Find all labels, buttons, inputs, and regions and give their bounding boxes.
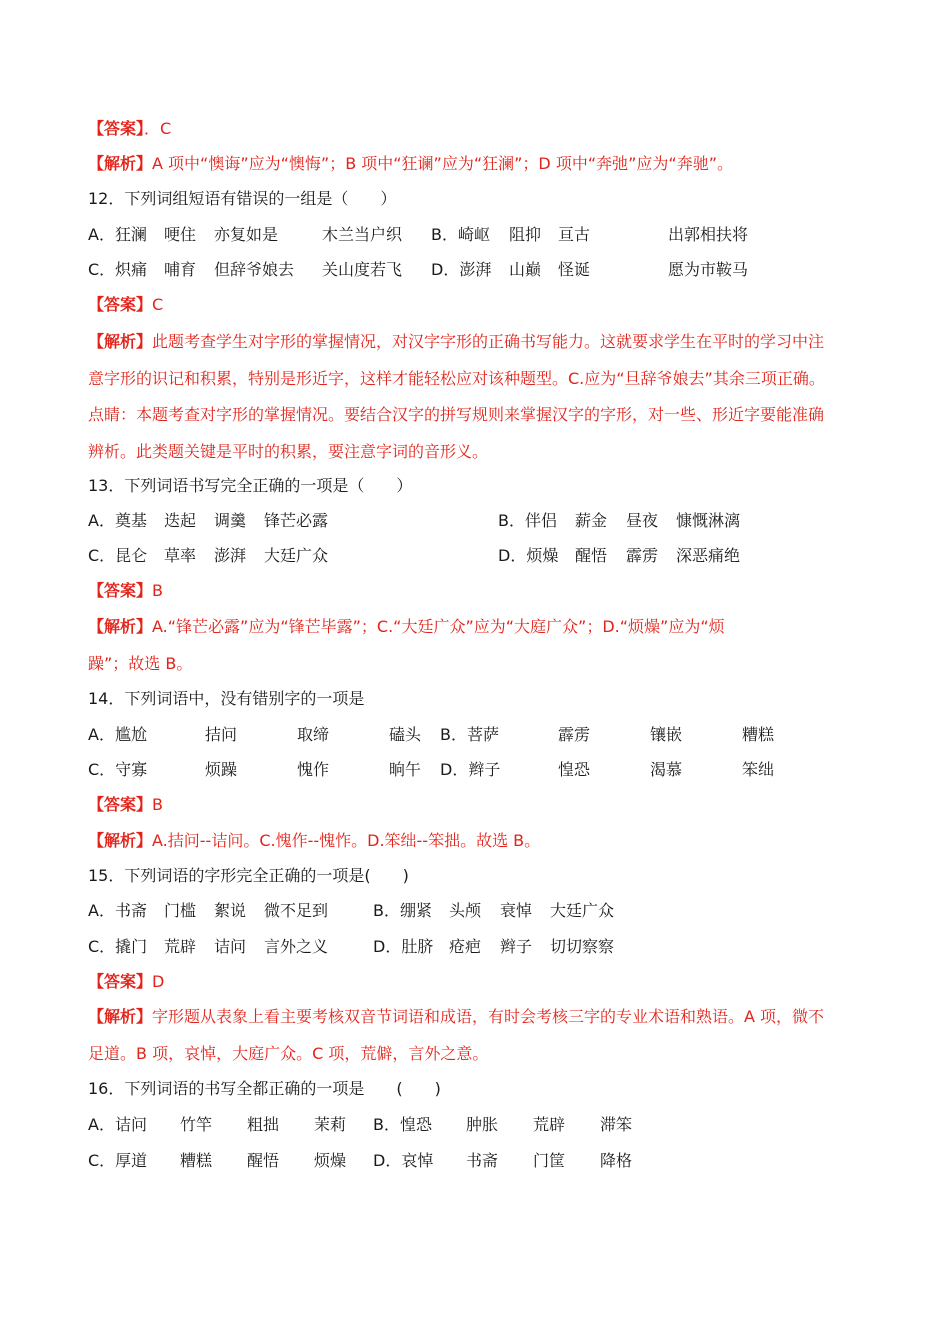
- option-cell: 烦躁: [205, 760, 238, 779]
- option-cell: B．菩萨: [440, 725, 499, 744]
- question-13-stem: 13．下列词语书写完全正确的一项是（ ）: [88, 476, 413, 495]
- option-cell: B．崎岖: [431, 225, 490, 244]
- answer-text: C: [152, 295, 164, 314]
- option-cell: 降格: [600, 1151, 633, 1170]
- option-cell: 醒悟: [575, 546, 608, 565]
- answer-line-15: [88, 971, 164, 993]
- option-cell: 木兰当户织: [322, 225, 403, 244]
- option-cell: 晌午: [389, 760, 422, 779]
- option-cell: 糟糕: [180, 1151, 213, 1170]
- answer-line-14: [88, 794, 163, 816]
- answer-line-13: [88, 580, 163, 602]
- option-cell: A．书斋: [88, 901, 147, 920]
- analysis-text: 辨析。此类题关键是平时的积累，要注意字词的音形义。: [88, 442, 489, 461]
- option-cell: 烦燥: [314, 1151, 347, 1170]
- option-cell: C．撬门: [88, 937, 148, 956]
- option-cell: 头颅: [449, 901, 482, 920]
- option-cell: 醒悟: [247, 1151, 280, 1170]
- option-cell: B．绷紧: [373, 901, 432, 920]
- option-cell: A．狂澜: [88, 225, 147, 244]
- analysis-line-14: [88, 830, 540, 852]
- option-cell: 山巅: [509, 260, 542, 279]
- option-cell: 慷慨淋漓: [676, 511, 741, 530]
- option-cell: 磕头: [389, 725, 422, 744]
- option-cell: 取缔: [297, 725, 330, 744]
- option-cell: D．烦燥: [498, 546, 559, 565]
- option-cell: 亘古: [558, 225, 591, 244]
- option-cell: A．诘问: [88, 1115, 147, 1134]
- option-cell: 渴慕: [650, 760, 683, 779]
- option-cell: 诘问: [214, 937, 247, 956]
- analysis-tag: 【解析】: [88, 831, 153, 850]
- option-cell: 草率: [164, 546, 197, 565]
- answer-tag: 【答案】: [88, 581, 153, 600]
- option-cell: 迭起: [164, 511, 197, 530]
- option-cell: D．澎湃: [431, 260, 492, 279]
- option-cell: 愧作: [297, 760, 330, 779]
- analysis-tag: 【解析】: [88, 154, 153, 173]
- answer-text: D: [152, 972, 165, 991]
- analysis-text: A.拮问--诘问。C.愧作--愧怍。D.笨绌--笨拙。故选 B。: [152, 831, 541, 850]
- question-14-stem: 14．下列词语中，没有错别字的一项是: [88, 689, 365, 708]
- option-cell: 荒辟: [164, 937, 197, 956]
- option-cell: 门槛: [164, 901, 197, 920]
- option-cell: 哺育: [164, 260, 197, 279]
- option-cell: 出郭相扶将: [668, 225, 749, 244]
- answer-line-12: [88, 294, 163, 316]
- answer-tag: 【答案】: [88, 295, 153, 314]
- option-cell: 怪诞: [558, 260, 591, 279]
- option-cell: 但辞爷娘去: [214, 260, 295, 279]
- option-cell: 微不足到: [264, 901, 329, 920]
- option-cell: 言外之义: [264, 937, 329, 956]
- analysis-tag: 【解析】: [88, 332, 153, 351]
- option-cell: 辫子: [500, 937, 533, 956]
- option-cell: 荒辟: [533, 1115, 566, 1134]
- option-cell: 深恶痛绝: [676, 546, 741, 565]
- option-cell: 哽住: [164, 225, 197, 244]
- option-cell: 大廷广众: [550, 901, 615, 920]
- option-cell: D．哀悼: [373, 1151, 434, 1170]
- option-cell: C．厚道: [88, 1151, 148, 1170]
- option-cell: 拮问: [205, 725, 238, 744]
- answer-tag: 【答案】: [88, 119, 145, 138]
- option-cell: 澎湃: [214, 546, 247, 565]
- option-cell: 调羹: [214, 511, 247, 530]
- option-cell: 锋芒必露: [264, 511, 329, 530]
- question-16-stem: 16．下列词语的书写全都正确的一项是 ( ): [88, 1079, 441, 1098]
- option-cell: 糟糕: [742, 725, 775, 744]
- option-cell: 竹竿: [180, 1115, 213, 1134]
- question-12-stem: 12．下列词组短语有错误的一组是（ ）: [88, 189, 397, 208]
- option-cell: D．辫子: [440, 760, 501, 779]
- option-cell: 门筐: [533, 1151, 566, 1170]
- option-cell: 肿胀: [466, 1115, 499, 1134]
- option-cell: 茉莉: [314, 1115, 347, 1134]
- option-cell: 大廷广众: [264, 546, 329, 565]
- option-cell: C．炽痛: [88, 260, 148, 279]
- answer-tag: 【答案】: [88, 795, 153, 814]
- analysis-text: 意字形的识记和积累，特别是形近字，这样才能轻松应对该种题型。C.应为“旦辞爷娘去”其余三项正确。: [88, 369, 825, 388]
- option-cell: 愿为市鞍马: [668, 260, 749, 279]
- option-cell: 滞笨: [600, 1115, 633, 1134]
- option-cell: 阻抑: [509, 225, 542, 244]
- analysis-text: 足道。B 项，哀悼，大庭广众。C 项，荒僻，言外之意。: [88, 1044, 489, 1063]
- analysis-text: 躁”；故选 B。: [88, 654, 193, 673]
- analysis-tag: 【解析】: [88, 617, 153, 636]
- analysis-line-13: [88, 616, 725, 638]
- analysis-line-12: [88, 331, 824, 353]
- analysis-text: A 项中“懊诲”应为“懊悔”；B 项中“狂谰”应为“狂澜”；D 项中“奔弛”应为“奔驰”。: [152, 154, 733, 173]
- option-cell: 镶嵌: [650, 725, 683, 744]
- option-cell: 关山度若飞: [322, 260, 403, 279]
- option-cell: 衰悼: [500, 901, 533, 920]
- answer-tag: 【答案】: [88, 972, 153, 991]
- analysis-text: 点睛：本题考查对字形的掌握情况。要结合汉字的拼写规则来掌握汉字的字形，对一些、形近字要能准确: [88, 405, 825, 424]
- option-cell: 霹雳: [626, 546, 659, 565]
- answer-line-11: [88, 118, 171, 140]
- option-cell: C．昆仑: [88, 546, 148, 565]
- analysis-line-15: [88, 1006, 824, 1028]
- option-cell: B．惶恐: [373, 1115, 432, 1134]
- answer-text: B: [152, 581, 163, 600]
- question-15-stem: 15．下列词语的字形完全正确的一项是( ): [88, 866, 409, 885]
- option-cell: 昼夜: [626, 511, 659, 530]
- analysis-text: 此题考查学生对字形的掌握情况，对汉字字形的正确书写能力。这就要求学生在平时的学习中注: [152, 332, 825, 351]
- option-cell: C．守寡: [88, 760, 148, 779]
- analysis-tag: 【解析】: [88, 1007, 153, 1026]
- answer-text: ．C: [144, 119, 172, 138]
- option-cell: 絮说: [214, 901, 247, 920]
- option-cell: D．肚脐: [373, 937, 434, 956]
- option-cell: 书斋: [466, 1151, 499, 1170]
- analysis-text: 字形题从表象上看主要考核双音节词语和成语，有时会考核三字的专业术语和熟语。A 项，微不: [152, 1007, 825, 1026]
- option-cell: 切切察察: [550, 937, 615, 956]
- analysis-text: A.“锋芒必露”应为“锋芒毕露”；C.“大廷广众”应为“大庭广众”；D.“烦燥”应为“烦: [152, 617, 725, 636]
- option-cell: 粗拙: [247, 1115, 280, 1134]
- option-cell: 霹雳: [558, 725, 591, 744]
- option-cell: 亦复如是: [214, 225, 279, 244]
- answer-text: B: [152, 795, 163, 814]
- analysis-line-11: [88, 153, 733, 175]
- option-cell: 笨绌: [742, 760, 775, 779]
- option-cell: A．奠基: [88, 511, 147, 530]
- option-cell: B．伴侣: [498, 511, 557, 530]
- option-cell: 惶恐: [558, 760, 591, 779]
- option-cell: 薪金: [575, 511, 608, 530]
- option-cell: 疮疤: [449, 937, 482, 956]
- option-cell: A．尴尬: [88, 725, 147, 744]
